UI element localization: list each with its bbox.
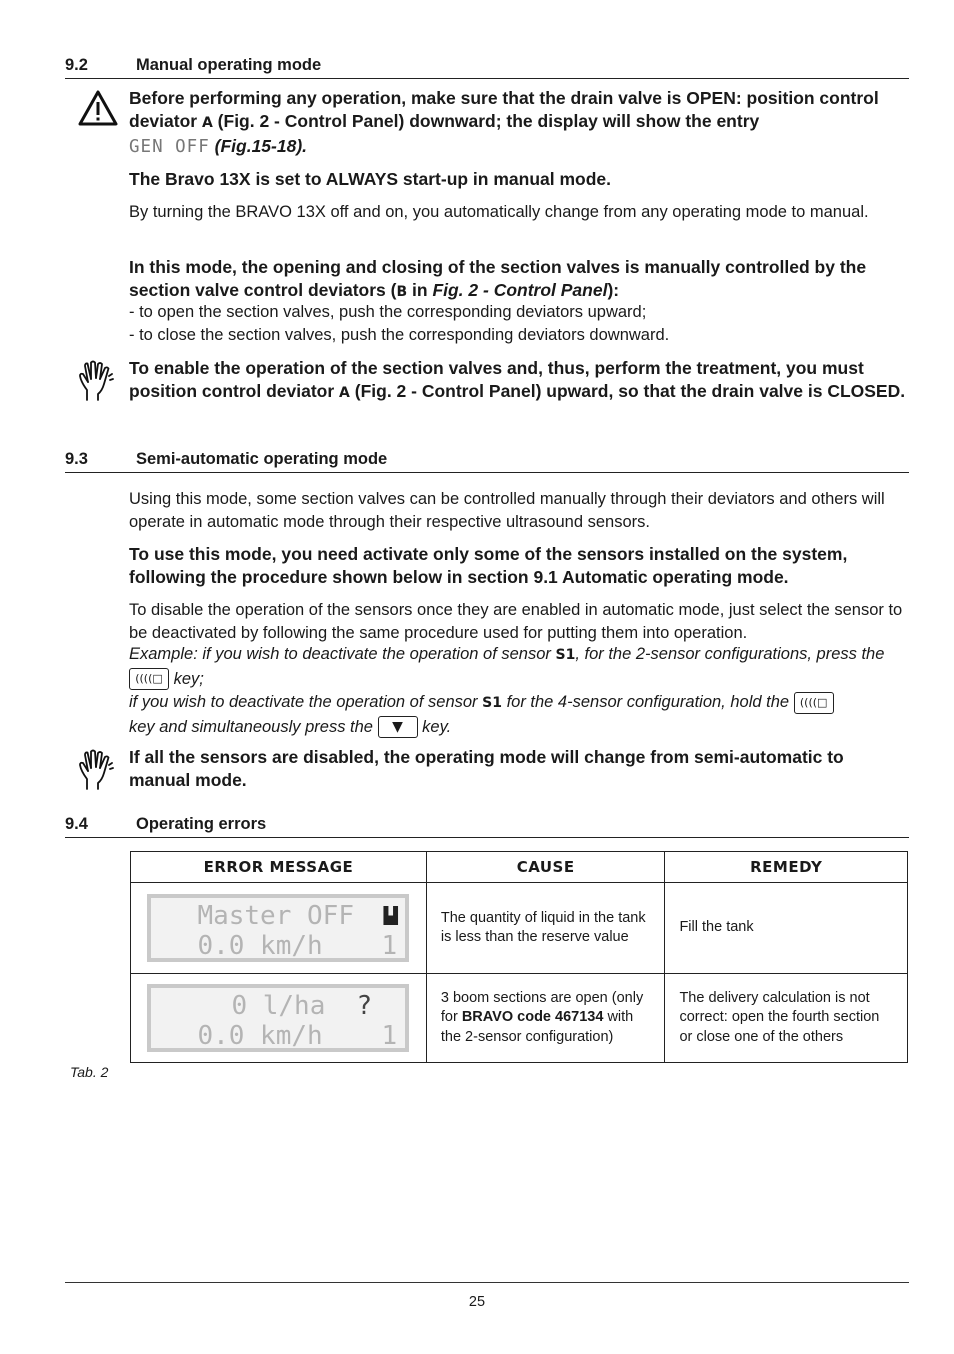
table-caption: Tab. 2: [70, 1064, 109, 1080]
drain-valve-warning: Before performing any operation, make sure that the drain valve is OPEN: position control deviator A (Fig. 2 - Control Panel) downward; the display will show the entry GEN OFF (Fig.15-18).: [129, 88, 879, 157]
table-row: [131, 974, 908, 1063]
close-valves-line: - to close the section valves, push the corresponding deviators downward.: [129, 326, 670, 344]
always-manual-text: The Bravo 13X is set to ALWAYS start-up in manual mode.: [129, 169, 612, 189]
example-text: Example: if you wish to deactivate the operation of sensor S1, for the 2-sensor configurations, press the ((((□ key; if you wish to deactivate the operation of sensor S1 for the 4-sensor configuration, hold the ((((□ key and simultaneously press the ▼ key.: [129, 643, 909, 739]
hand-icon: [78, 360, 114, 402]
remedy-cell: The delivery calculation is not correct: open the fourth section or close one of the others: [665, 974, 908, 1063]
column-header: REMEDY: [665, 852, 908, 883]
question-icon: ?: [356, 991, 373, 1021]
section-title: Manual operating mode: [136, 56, 322, 74]
tank-icon: ▙▟: [383, 906, 393, 925]
manual-mode-text: In this mode, the opening and closing of the section valves is manually controlled by the section valve control deviators (B in Fig. 2 - Control Panel):: [129, 257, 867, 300]
cause-cell: 3 boom sections are open (only for BRAVO code 467134 with the 2-sensor configuration): [426, 974, 665, 1063]
section-9-4-heading: [65, 815, 909, 838]
lcd-section-number: 1: [381, 1021, 398, 1051]
lcd-line-1: Master OFF: [197, 901, 354, 931]
footer-rule: [65, 1282, 909, 1283]
enable-valves-note: To enable the operation of the section valves and, thus, perform the treatment, you must position control deviator A (Fig. 2 - Control Panel) upward, so that the drain valve is CLOSED.: [129, 358, 906, 401]
lcd-line-2: 0.0 km/h: [197, 931, 323, 961]
cause-cell: The quantity of liquid in the tank is less than the reserve value: [426, 883, 665, 974]
column-header: ERROR MESSAGE: [131, 852, 427, 883]
lcd-display-zero-flow: [147, 984, 409, 1052]
semi-auto-description: Using this mode, some section valves can be controlled manually through their deviators and others will operate in automatic mode through their respective ultrasound sensors.: [129, 490, 885, 531]
table-header-row: [131, 852, 908, 883]
operating-errors-table: [130, 851, 908, 1063]
semi-auto-instruction: To use this mode, you need activate only some of the sensors installed on the system, following the procedure shown below in section 9.1 Automatic operating mode.: [129, 544, 848, 587]
lcd-display-master-off: [147, 894, 409, 962]
disable-sensors-text: To disable the operation of the sensors once they are enabled in automatic mode, just select the sensor to be deactivated by following the same procedure used for putting them into operation.: [129, 601, 903, 642]
hand-icon: [78, 749, 114, 791]
remedy-cell: Fill the tank: [665, 883, 908, 974]
page-number: 25: [468, 1294, 486, 1310]
warning-icon: [78, 90, 118, 126]
section-title: Operating errors: [136, 815, 267, 833]
display-entry: GEN OFF: [129, 137, 210, 157]
lcd-section-number: 1: [381, 931, 398, 961]
column-header: CAUSE: [426, 852, 665, 883]
turning-text: By turning the BRAVO 13X off and on, you automatically change from any operating mode to manual.: [129, 203, 869, 221]
section-number: 9.2: [65, 56, 88, 74]
section-number: 9.4: [65, 815, 88, 833]
open-valves-line: - to open the section valves, push the corresponding deviators upward;: [129, 303, 647, 321]
down-arrow-key-icon: ▼: [378, 716, 418, 738]
section-title: Semi-automatic operating mode: [136, 450, 388, 468]
sensor-key-icon: ((((□: [794, 692, 834, 714]
lcd-line-1: 0 l/ha: [231, 991, 326, 1021]
sensor-key-icon: ((((□: [129, 668, 169, 690]
sensors-disabled-note: If all the sensors are disabled, the operating mode will change from semi-automatic to manual mode.: [129, 747, 844, 790]
table-row: [131, 883, 908, 974]
section-number: 9.3: [65, 450, 88, 468]
lcd-line-2: 0.0 km/h: [197, 1021, 323, 1051]
section-9-3-heading: [65, 450, 909, 473]
section-9-2-heading: [65, 56, 909, 79]
